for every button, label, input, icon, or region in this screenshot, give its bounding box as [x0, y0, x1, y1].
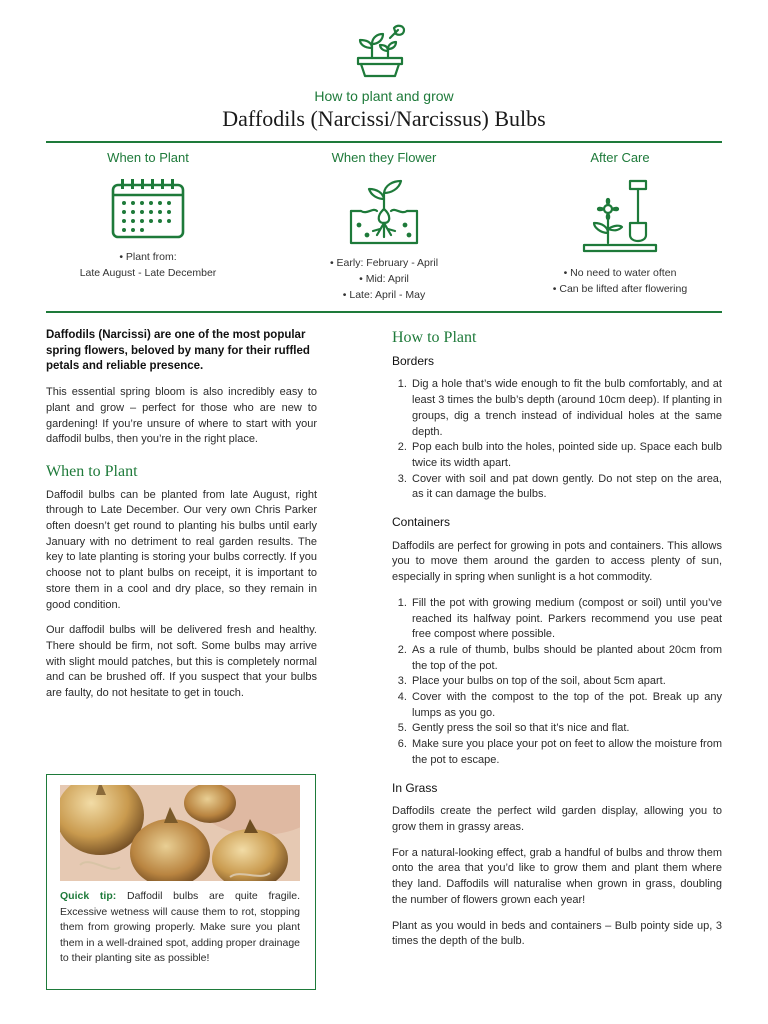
- grass-paragraph-1: Daffodils create the perfect wild garden display, allowing you to grow them in grassy areas.: [392, 805, 722, 833]
- left-column: [46, 328, 317, 712]
- list-item: 1. Dig a hole that’s wide enough to fit the bulb comfortably, and at least 3 times the bulb’s depth (around 10cm deep). If planting in groups, dig a trench instead of individual holes at the same depth.: [410, 377, 722, 440]
- list-item: 3. Place your bulbs on top of the soil, about 5cm apart.: [410, 674, 722, 690]
- borders-steps: [392, 377, 722, 503]
- bulbs-photo: [60, 785, 300, 881]
- flower-spade-icon: [580, 179, 660, 255]
- summary-when-to-plant: [38, 150, 258, 281]
- sprouting-bulb-icon: [347, 179, 421, 245]
- column-heading: When they Flower: [331, 150, 437, 165]
- list-item: 6. Make sure you place your pot on feet to allow the moisture from the pot to escape.: [410, 737, 722, 768]
- page-subtitle: How to plant and grow: [314, 88, 454, 104]
- plant-from-line: • Plant from:: [119, 251, 177, 263]
- quick-tip-box: [46, 774, 316, 990]
- when-to-plant-heading: When to Plant: [46, 462, 138, 480]
- list-item: 5. Gently press the soil so that it’s nice and flat.: [410, 721, 722, 737]
- quick-tip-label: Quick tip:: [60, 890, 117, 902]
- flower-early-line: • Early: February - April: [329, 257, 439, 269]
- column-heading: After Care: [590, 150, 650, 165]
- lead-paragraph: Daffodils (Narcissi) are one of the most popular spring flowers, beloved by many for their ruffled petals and reliable presence.: [46, 329, 310, 373]
- grass-paragraph-3: Plant as you would in beds and containers – Bulb pointy side up, 3 times the depth of the bulb.: [392, 919, 722, 948]
- lifted-line: • Can be lifted after flowering: [552, 283, 688, 295]
- how-to-plant-heading: How to Plant: [392, 329, 477, 346]
- list-item: 1. Fill the pot with growing medium (compost or soil) until you’ve reached its halfway point. Parkers recommend you use peat free compost where possible.: [410, 596, 722, 643]
- intro-paragraph: This essential spring bloom is also incredibly easy to plant and grow – perfect for those who are new to gardening! If you’re unsure of where to start with your daffodil bulbs, then you’re in the right place.: [46, 386, 317, 446]
- list-item: 2. As a rule of thumb, bulbs should be planted about 20cm from the top of the pot.: [410, 643, 722, 674]
- calendar-icon: [111, 179, 185, 239]
- divider: [46, 311, 722, 313]
- summary-when-they-flower: [274, 150, 494, 303]
- flower-mid-line: • Mid: April: [359, 273, 409, 285]
- containers-intro: Daffodils are perfect for growing in pots and containers. This allows you to move them around the garden to access plenty of sun, especially in spring when sunlight is a hot commodity.: [392, 539, 722, 584]
- divider: [46, 141, 722, 143]
- quick-tip-body: Daffodil bulbs are quite fragile. Excessive wetness will cause them to rot, stopping them from growing properly. Make sure you plant them in a well-drained spot, adding proper drainage to their planting site as possible!: [60, 890, 301, 964]
- summary-after-care: [510, 150, 730, 297]
- borders-heading: Borders: [392, 353, 435, 368]
- containers-steps: [392, 596, 722, 769]
- quick-tip-text: [60, 889, 300, 967]
- right-column: [392, 330, 722, 960]
- containers-heading: Containers: [392, 515, 451, 530]
- plant-range-line: Late August - Late December: [79, 267, 217, 279]
- seedling-pot-icon: [350, 24, 410, 80]
- water-line: • No need to water often: [563, 267, 677, 279]
- when-paragraph-1: Daffodil bulbs can be planted from late August, right through to Late December. Our very own Chris Parker often doesn’t get round to planting his bulbs until early January with no detriment to real garden results. The key to late planting is storing your bulbs correctly. If you choose not to plant bulbs on receipt, it is important to store them in a cool and dry place, so they remain in good condition.: [46, 488, 317, 611]
- list-item: 3. Cover with soil and pat down gently. Do not step on the area, as it can damage the bulbs.: [410, 472, 722, 503]
- list-item: 4. Cover with the compost to the top of the pot. Break up any lumps as you go.: [410, 690, 722, 721]
- page-title: Daffodils (Narcissi/Narcissus) Bulbs: [222, 106, 546, 131]
- flower-late-line: • Late: April - May: [342, 289, 426, 301]
- list-item: 2. Pop each bulb into the holes, pointed side up. Space each bulb twice its width apart.: [410, 440, 722, 471]
- in-grass-heading: In Grass: [392, 780, 438, 795]
- column-heading: When to Plant: [107, 150, 189, 165]
- grass-paragraph-2: For a natural-looking effect, grab a handful of bulbs and throw them onto the area that you’d like to grow them and plant them where they land. Daffodils will naturalise when grown in grass, doubling the number of flowers grown each year!: [392, 846, 722, 906]
- when-paragraph-2: Our daffodil bulbs will be delivered fresh and healthy. There should be firm, not soft. Some bulbs may arrive with slight mould patches, but this is completely normal and can be brushed off. If you suspect that your bulbs are faulty, do not hesitate to get in touch.: [46, 624, 317, 700]
